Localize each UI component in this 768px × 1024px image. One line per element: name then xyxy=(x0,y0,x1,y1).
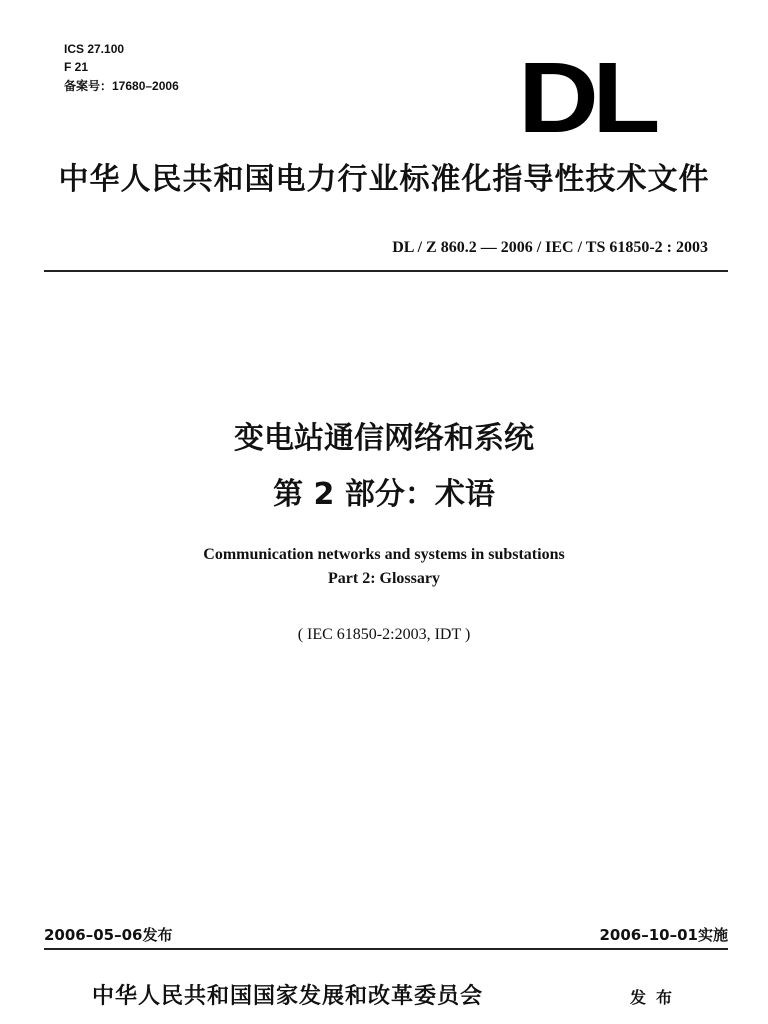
category-code: F 21 xyxy=(64,60,89,74)
bottom-divider xyxy=(44,948,728,950)
title-cn-line1: 变电站通信网络和系统 xyxy=(234,421,534,456)
ics-code: ICS 27.100 xyxy=(64,42,125,56)
title-cn-line2: 第 2 部分：术语 xyxy=(273,477,495,512)
top-divider xyxy=(44,270,728,272)
issuing-authority: 中华人民共和国国家发展和改革委员会 xyxy=(92,984,484,1009)
title-en-line1: Communication networks and systems in substations xyxy=(203,546,565,563)
implementation-date: 2006–10–01实施 xyxy=(599,926,728,944)
standard-number: DL / Z 860.2 — 2006 / IEC / TS 61850-2 : 2003 xyxy=(392,239,708,256)
filing-number: 备案号：17680–2006 xyxy=(64,79,179,93)
issue-date: 2006–05–06发布 xyxy=(44,926,173,944)
series-title: 中华人民共和国电力行业标准化指导性技术文件 xyxy=(58,162,710,197)
title-en-line2: Part 2: Glossary xyxy=(328,570,440,587)
publish-label: 发布 xyxy=(630,988,683,1007)
dl-logo: DL xyxy=(518,42,654,154)
adoption-equivalence: ( IEC 61850-2:2003, IDT ) xyxy=(297,626,471,643)
